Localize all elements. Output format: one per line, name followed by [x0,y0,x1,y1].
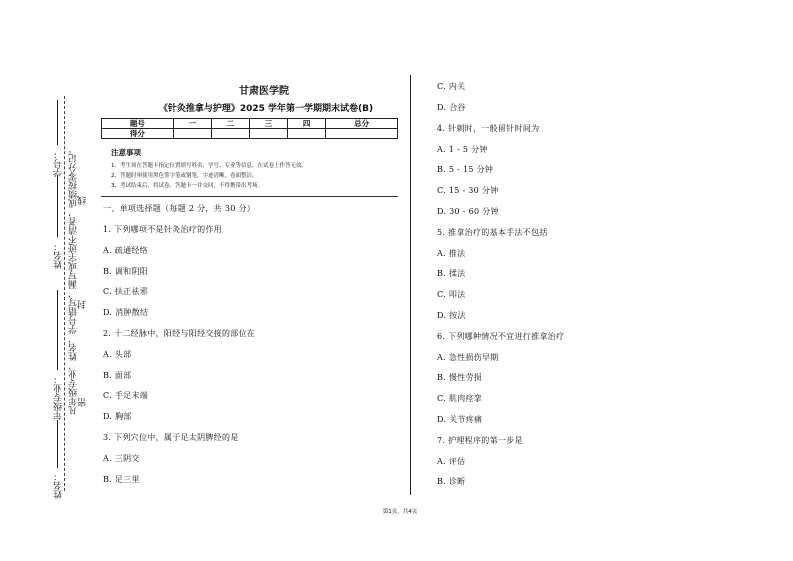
option-text: C. 15 - 30 分钟 [437,186,499,195]
section-heading: 一、单项选择题（每题 2 分，共 30 分） [103,204,256,213]
option-text: C. 手足末端 [103,391,149,400]
score-header-cell: 题号 [102,119,174,129]
option-text: D. 消肿散结 [103,308,149,317]
option-text: C. 叩法 [437,290,466,299]
option-text: B. 慢性劳损 [437,373,483,382]
option-text: A. 1 - 5 分钟 [437,145,488,154]
name-label-bottom: 姓名： [54,472,64,499]
score-cell[interactable] [211,129,249,139]
score-table [101,118,398,139]
question-text: 7. 护理程序的第一步是 [437,436,523,445]
school-name: 甘肃医学院 [239,86,289,97]
question-text: 3. 下列穴位中，属于足太阴脾经的是 [103,433,239,442]
question-text: 5. 推拿治疗的基本手法不包括 [437,228,548,237]
question-text: 4. 针刺时，一般留针时间为 [437,124,540,133]
score-cell[interactable] [249,129,287,139]
option-text: A. 三阴交 [103,454,140,463]
score-cell[interactable] [288,129,326,139]
binding-char-xian: 线 [78,196,88,205]
column-divider [410,75,411,495]
name-field-top[interactable] [57,175,58,237]
option-text: A. 头部 [103,350,132,359]
grade-major-label: 年级专业： [54,375,64,420]
option-text: B. 揉法 [437,269,466,278]
binding-char-feng: 封 [78,300,88,309]
option-text: B. 调和阴阳 [103,267,149,276]
student-id-field[interactable] [57,100,58,145]
question-text: 2. 十二经脉中，阳经与阳经交接的部位在 [103,329,256,338]
note-item: 1、考生须在答题卡指定位置填写姓名、学号、专业等信息，在试卷上作答无效。 [111,163,308,169]
option-text: D. 按法 [437,311,466,320]
option-text: A. 评估 [437,457,466,466]
option-text: A. 疏通经络 [103,246,148,255]
option-text: B. 足三里 [103,475,140,484]
score-header-cell: 三 [249,119,287,129]
note-item: 2、答题时须使用黑色签字笔或钢笔，字迹清晰，卷面整洁。 [111,173,258,179]
question-text: 6. 下列哪种情况不宜进行推拿治疗 [437,332,565,341]
score-header-cell: 总分 [326,119,398,129]
option-text: D. 30 - 60 分钟 [437,207,499,216]
question-text: 1. 下列哪项不是针灸治疗的作用 [103,225,222,234]
page-number: 第1页，共4页 [382,509,418,515]
student-id-label: 学号： [54,150,64,177]
exam-title: 《针灸推拿与护理》2025 学年第一学期期末试卷(B) [158,104,374,114]
option-text: B. 诊断 [437,477,466,486]
name-label-top: 姓名： [54,242,64,269]
name-field-bottom[interactable] [57,420,58,468]
note-item: 3、考试结束后，将试卷、答题卡一并交回，不得携带出考场。 [111,183,264,189]
option-text: C. 肌肉痉挛 [437,394,483,403]
option-text: D. 合谷 [437,103,466,112]
option-text: C. 内关 [437,82,466,91]
notes-section [111,147,307,191]
binding-char-mi: 密 [78,398,88,407]
section-divider [101,196,398,197]
score-table-score-row [102,129,398,139]
score-row-label: 得分 [102,129,174,139]
score-cell[interactable] [173,129,211,139]
binding-warning-text: 凡年级专业、姓名、学号错写、漏写或字迹不清者，成绩按零分记。 [69,145,79,415]
notes-title: 注意事项 [111,148,141,157]
score-header-cell: 一 [173,119,211,129]
binding-margin [0,0,100,561]
option-text: A. 推法 [437,249,466,258]
option-text: D. 胸部 [103,412,132,421]
score-header-cell: 二 [211,119,249,129]
option-text: B. 面部 [103,371,132,380]
score-header-cell: 四 [288,119,326,129]
option-text: B. 5 - 15 分钟 [437,165,494,174]
option-text: C. 扶正祛邪 [103,287,149,296]
score-table-header-row [102,119,398,129]
option-text: D. 关节疼痛 [437,415,483,424]
option-text: A. 急性损伤早期 [437,353,499,362]
grade-major-field[interactable] [57,290,58,370]
score-cell[interactable] [326,129,398,139]
